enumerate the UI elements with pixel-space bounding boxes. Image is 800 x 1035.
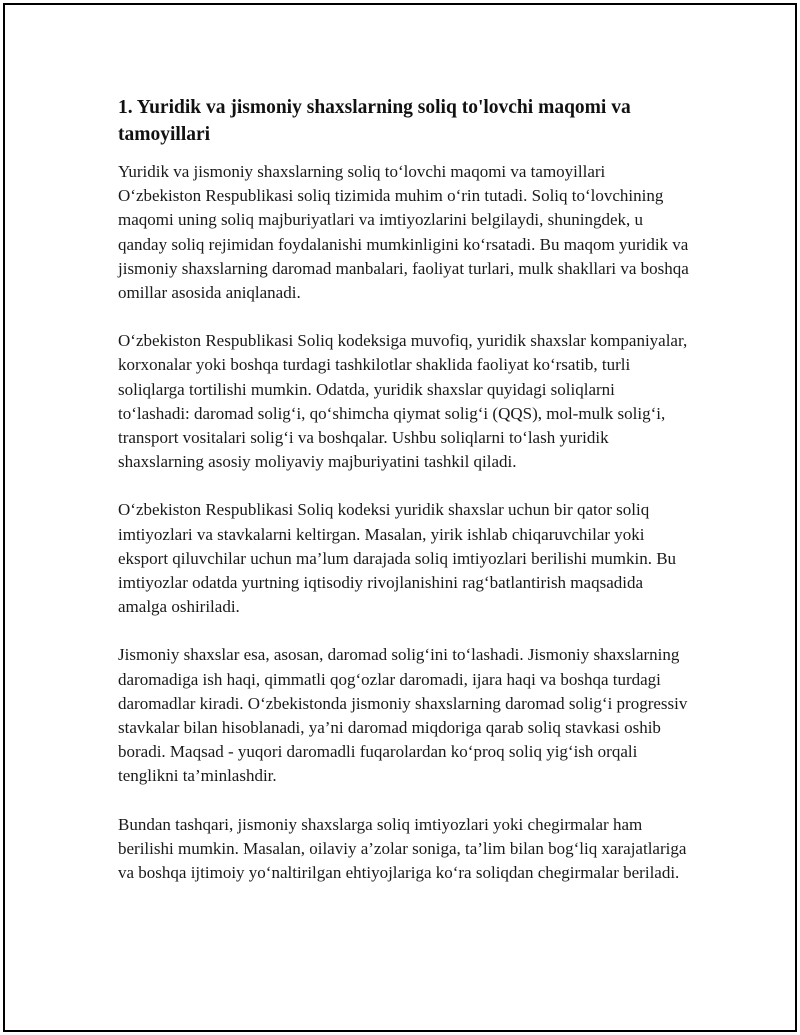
document-body — [118, 94, 690, 909]
section-heading: 1. Yuridik va jismoniy shaxslarning soliq to'lovchi maqomi va tamoyillari — [118, 97, 631, 145]
paragraph-3: O‘zbekiston Respublikasi Soliq kodeksi yuridik shaxslar uchun bir qator soliq imtiyozlari va stavkalarni keltirgan. Masalan, yirik ishlab chiqaruvchilar yoki eksport qiluvchilar uchun ma’lum darajada soliq imtiyozlari berilishi mumkin. Bu imtiyozlar odatda yurtning iqtisodiy rivojlanishini rag‘batlantirish maqsadida amalga oshiriladi. — [118, 500, 677, 617]
paragraph-5: Bundan tashqari, jismoniy shaxslarga soliq imtiyozlari yoki chegirmalar ham berilishi mumkin. Masalan, oilaviy a’zolar soniga, ta’lim bilan bog‘liq xarajatlariga va boshqa ijtimoiy yo‘naltirilgan ehtiyojlariga ko‘ra soliqdan chegirmalar beriladi. — [118, 814, 687, 883]
paragraph-1: Yuridik va jismoniy shaxslarning soliq to‘lovchi maqomi va tamoyillari O‘zbekiston Respublikasi soliq tizimida muhim o‘rin tutadi. Soliq to‘lovchining maqomi uning soliq majburiyatlari va imtiyozlarini belgilaydi, shuningdek, u qanday soliq rejimidan foydalanishi mumkinligini ko‘rsatadi. Bu maqom yuridik va jismoniy shaxslarning daromad manbalari, faoliyat turlari, mulk shakllari va boshqa omillar asosida aniqlanadi. — [118, 162, 689, 303]
paragraph-4: Jismoniy shaxslar esa, asosan, daromad solig‘ini to‘lashadi. Jismoniy shaxslarning daromadiga ish haqi, qimmatli qog‘ozlar daromadi, ijara haqi va boshqa turdagi daromadlar kiradi. O‘zbekistonda jismoniy shaxslarning daromad solig‘i progressiv stavkalar bilan hisoblanadi, ya’ni daromad miqdoriga qarab soliq stavkasi oshib boradi. Maqsad - yuqori daromadli fuqarolardan ko‘proq soliq yig‘ish orqali tenglikni ta’minlashdir. — [118, 645, 688, 786]
paragraph-2: O‘zbekiston Respublikasi Soliq kodeksiga muvofiq, yuridik shaxslar kompaniyalar, korxonalar yoki boshqa turdagi tashkilotlar shaklida faoliyat ko‘rsatib, turli soliqlarga tortilishi mumkin. Odatda, yuridik shaxslar quyidagi soliqlarni to‘lashadi: daromad solig‘i, qo‘shimcha qiymat solig‘i (QQS), mol-mulk solig‘i, transport vositalari solig‘i va boshqalar. Ushbu soliqlarni to‘lash yuridik shaxslarning asosiy moliyaviy majburiyatini tashkil qiladi. — [118, 331, 688, 472]
